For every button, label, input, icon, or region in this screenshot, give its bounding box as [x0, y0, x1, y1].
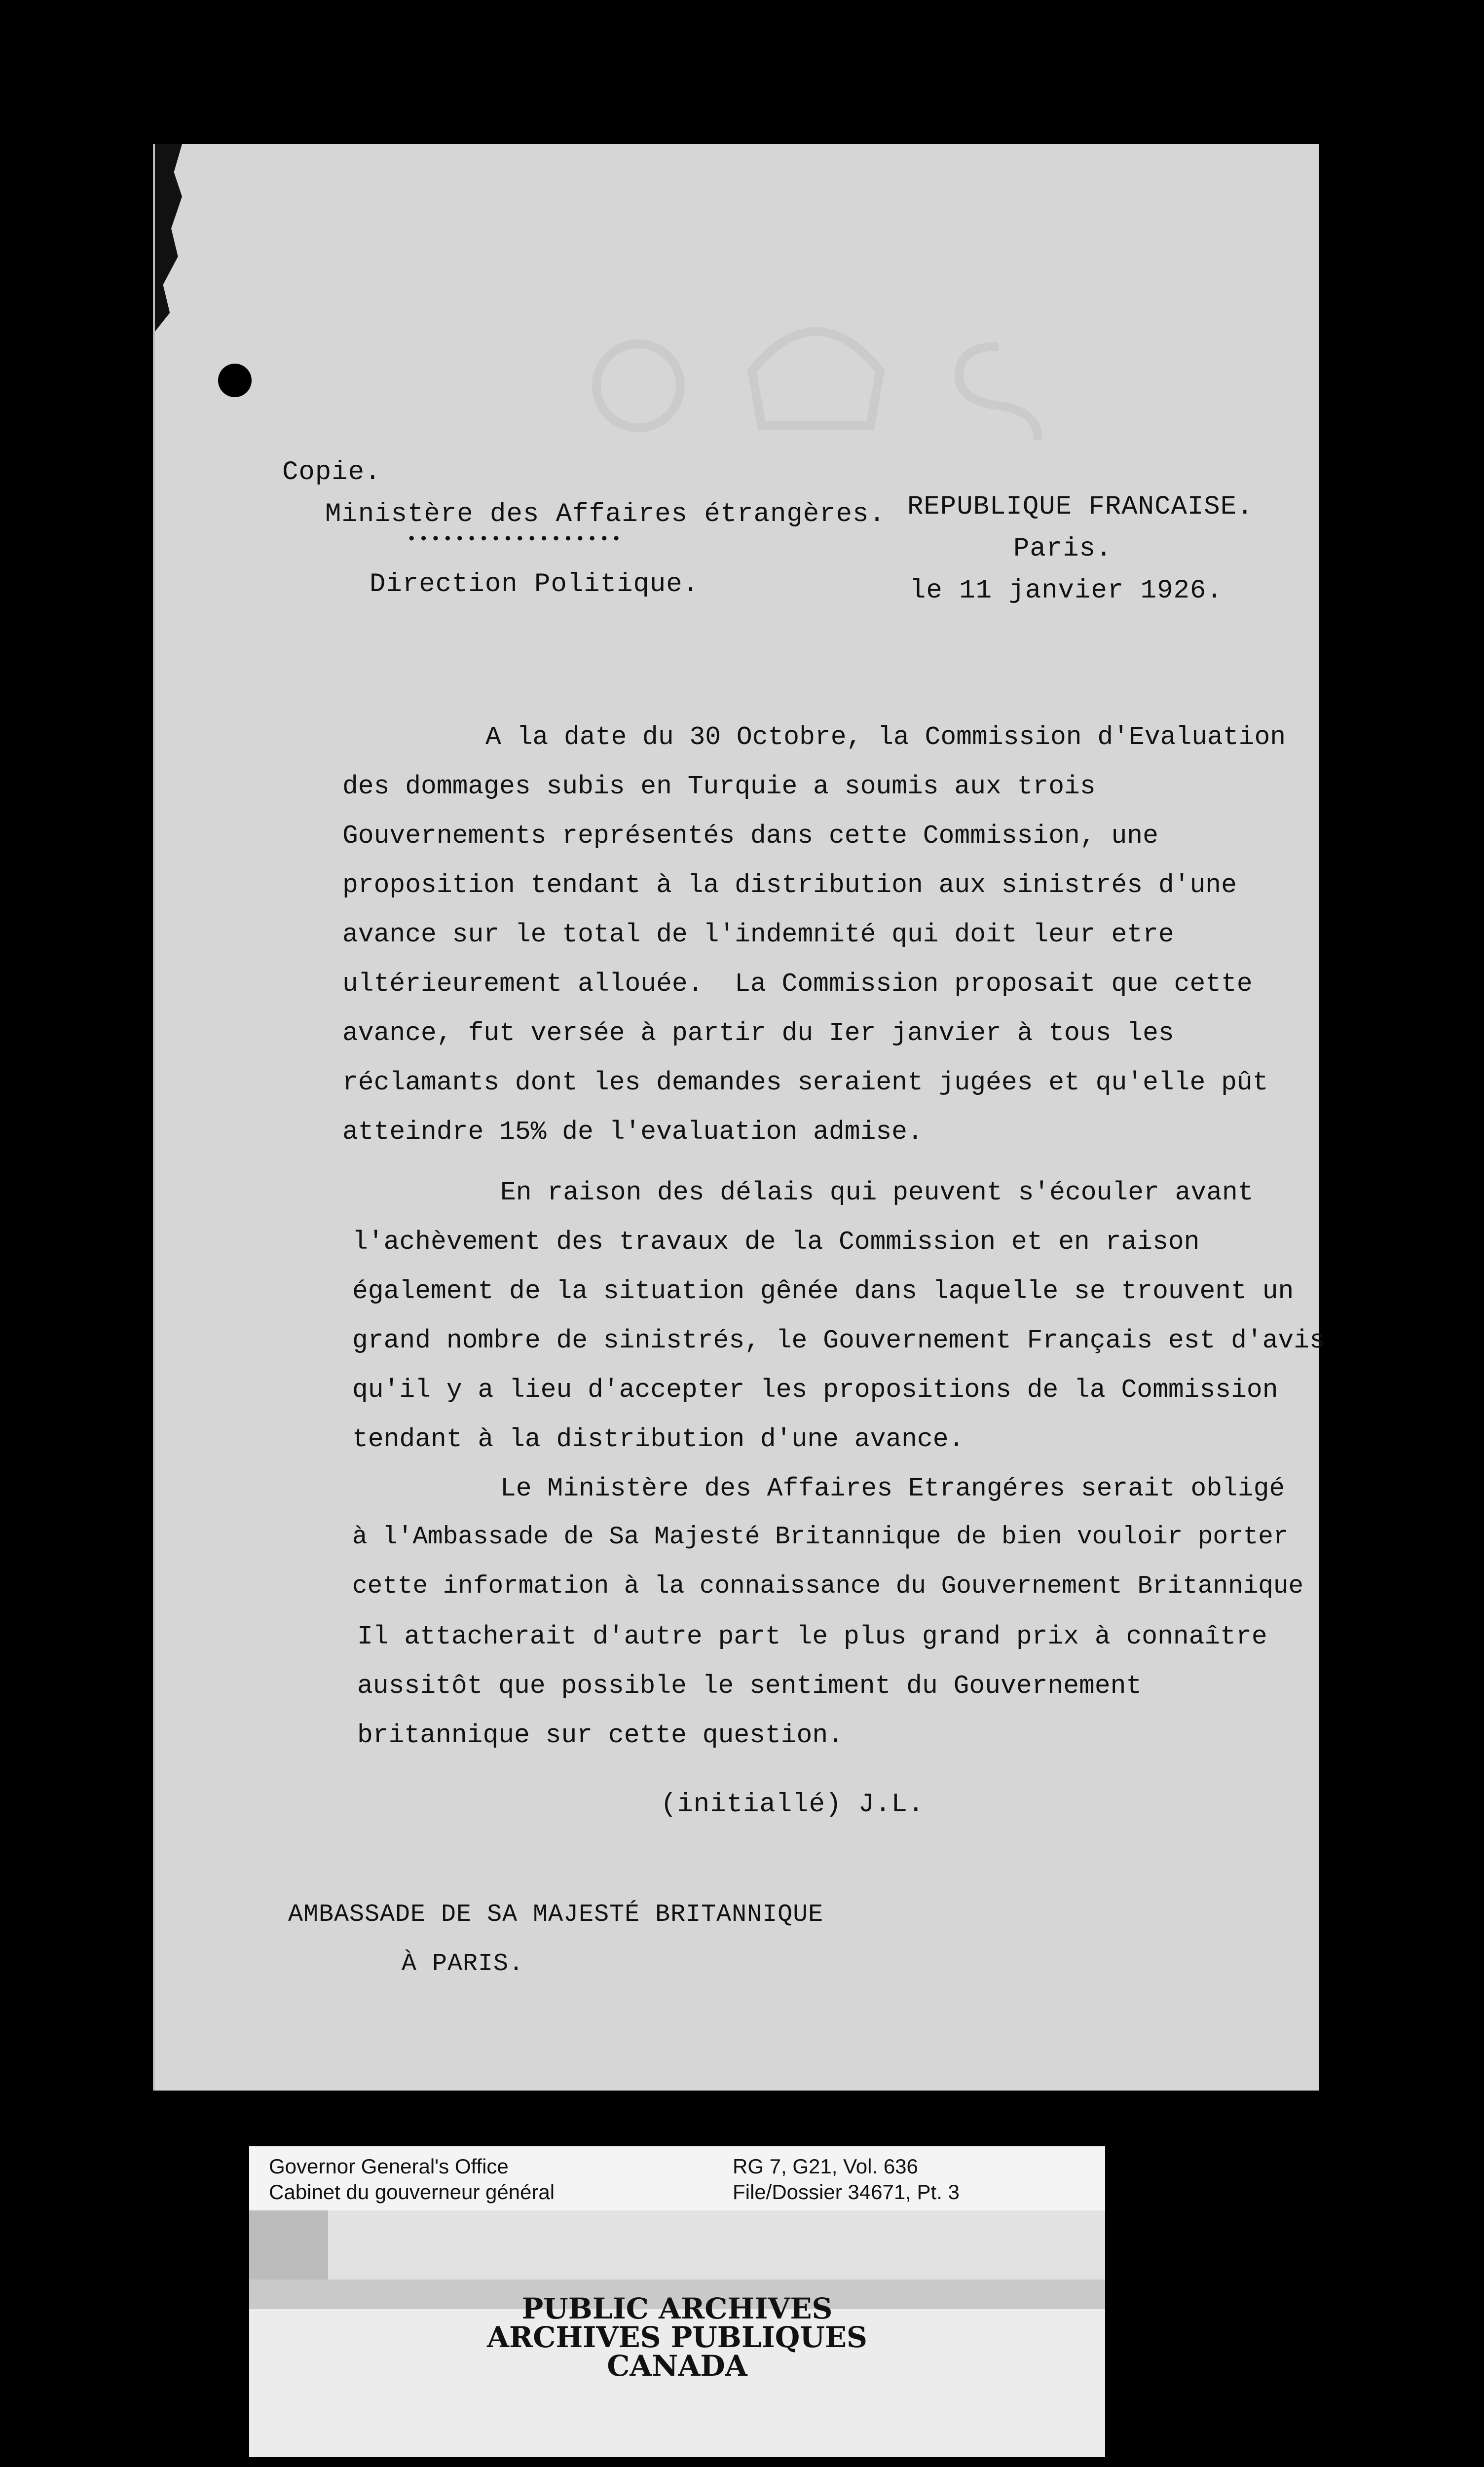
addressee-line-2: À PARIS.: [402, 1950, 524, 1978]
separator-dots: ••••••••••••••••••: [407, 530, 624, 549]
archive-card-strip: [249, 2210, 1105, 2280]
body-line: Le Ministère des Affaires Etrangéres serait obligé: [500, 1474, 1285, 1503]
embossed-seal-watermark: [564, 287, 1073, 465]
body-line: avance, fut versée à partir du Ier janvier à tous les: [342, 1018, 1174, 1048]
archive-card-band: [249, 2210, 328, 2280]
archive-stamp: [249, 2292, 1105, 2383]
archive-stamp-card: [249, 2280, 1105, 2457]
body-line: cette information à la connaissance du Gouvernement Britannique: [352, 1572, 1304, 1601]
document-page: [153, 144, 1325, 2091]
letter-date: le 11 janvier 1926.: [910, 576, 1223, 606]
body-line: Il attacherait d'autre part le plus grand prix à connaître: [357, 1622, 1267, 1651]
body-line: grand nombre de sinistrés, le Gouvernement Français est d'avis: [352, 1326, 1325, 1355]
record-group-ref: RG 7, G21, Vol. 636: [733, 2155, 918, 2178]
addressee-line-1: AMBASSADE DE SA MAJESTÉ BRITANNIQUE: [288, 1901, 824, 1929]
direction-name: Direction Politique.: [370, 569, 700, 599]
city-name: Paris.: [1013, 534, 1113, 564]
body-line: des dommages subis en Turquie a soumis aux trois: [342, 772, 1096, 801]
office-name-fr: Cabinet du gouverneur général: [269, 2180, 555, 2204]
body-line: réclamants dont les demandes seraient jugées et qu'elle pût: [342, 1068, 1268, 1097]
body-line: à l'Ambassade de Sa Majesté Britannique de bien vouloir porter: [352, 1523, 1289, 1551]
body-line: aussitôt que possible le sentiment du Gouvernement: [357, 1671, 1142, 1701]
body-line: l'achèvement des travaux de la Commission et en raison: [352, 1227, 1200, 1257]
body-line: En raison des délais qui peuvent s'écouler avant: [500, 1178, 1254, 1207]
body-line: Gouvernements représentés dans cette Commission, une: [342, 821, 1158, 851]
body-line: proposition tendant à la distribution aux sinistrés d'une: [342, 870, 1237, 900]
initials: (initiallé) J.L.: [661, 1790, 925, 1820]
republic-heading: REPUBLIQUE FRANCAISE.: [907, 492, 1254, 522]
body-line: avance sur le total de l'indemnité qui doit leur etre: [342, 920, 1174, 949]
punch-hole: [218, 364, 252, 397]
stamp-line-2: ARCHIVES PUBLIQUES: [487, 2320, 867, 2354]
body-line: atteindre 15% de l'evaluation admise.: [342, 1117, 923, 1147]
body-line: A la date du 30 Octobre, la Commission d'Evaluation: [485, 722, 1286, 752]
body-line: qu'il y a lieu d'accepter les propositions de la Commission: [352, 1375, 1278, 1405]
ministry-name: Ministère des Affaires étrangères.: [325, 499, 886, 529]
stamp-line-1: PUBLIC ARCHIVES: [521, 2292, 833, 2325]
file-ref: File/Dossier 34671, Pt. 3: [733, 2180, 960, 2204]
body-line: ultérieurement allouée. La Commission proposait que cette: [342, 969, 1253, 999]
body-line: également de la situation gênée dans laquelle se trouvent un: [352, 1276, 1294, 1306]
body-line: britannique sur cette question.: [357, 1720, 844, 1750]
copy-label: Copie.: [282, 457, 381, 487]
stamp-line-3: CANADA: [607, 2349, 747, 2383]
body-line: tendant à la distribution d'une avance.: [352, 1424, 965, 1454]
office-name-en: Governor General's Office: [269, 2155, 509, 2178]
torn-edge: [155, 144, 182, 332]
